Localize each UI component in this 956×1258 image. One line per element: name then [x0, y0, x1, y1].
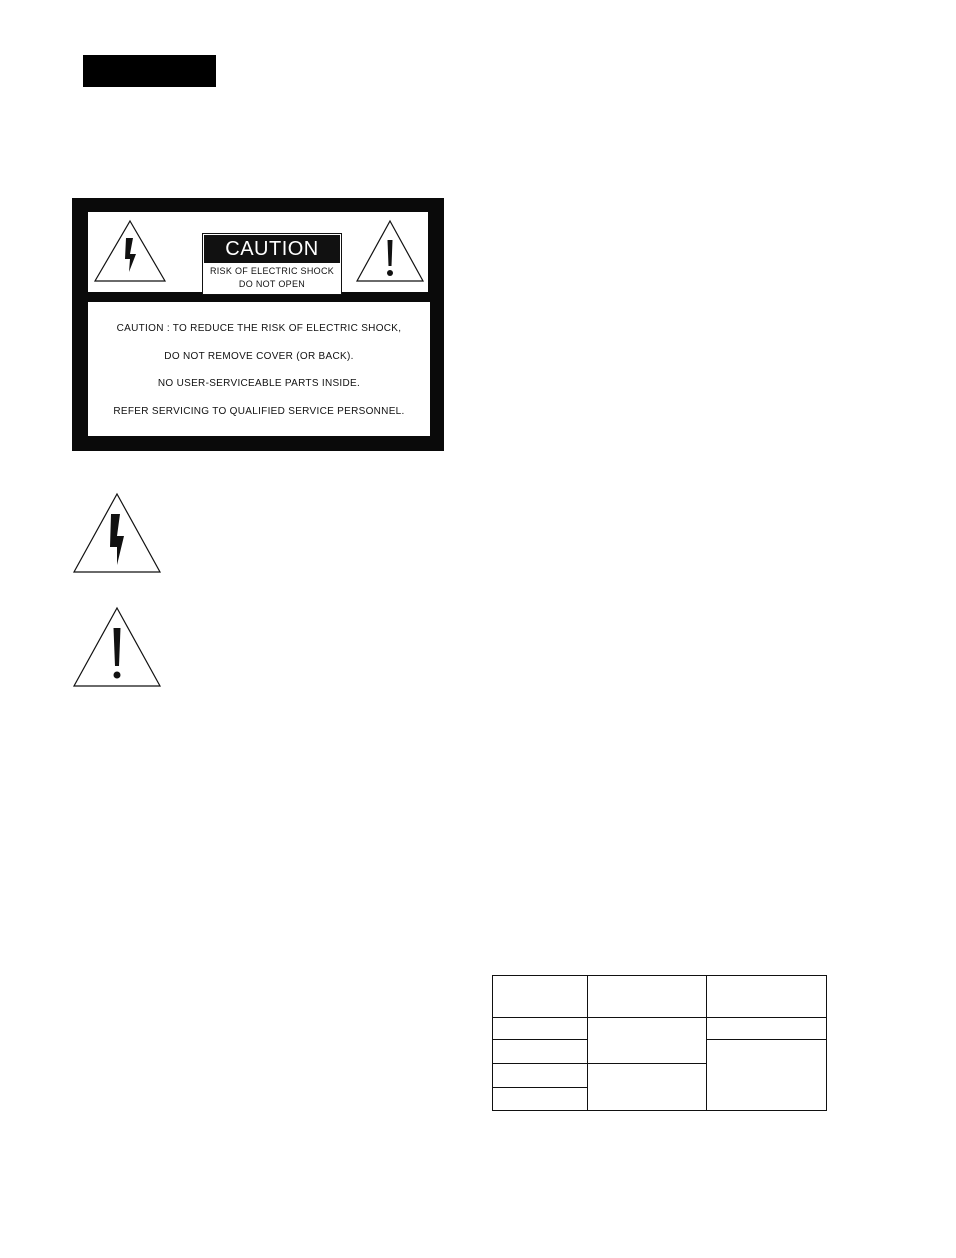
warning-line-1: CAUTION : TO REDUCE THE RISK OF ELECTRIC SHOCK,: [116, 323, 402, 334]
caution-sign-panel: [72, 198, 444, 451]
caution-sign-top: [88, 212, 428, 292]
exclamation-triangle-icon: [354, 218, 426, 284]
lightning-triangle-icon: [72, 492, 162, 574]
caution-label: [202, 233, 342, 295]
table-grid: [492, 975, 827, 1111]
section-header-bar: [83, 55, 216, 87]
warning-line-4: REFER SERVICING TO QUALIFIED SERVICE PERSONNEL.: [113, 406, 405, 417]
compatibility-table: [492, 975, 827, 1111]
lightning-triangle-icon: [92, 218, 168, 284]
caution-sign-warning: [88, 302, 430, 436]
warning-line-3: NO USER-SERVICEABLE PARTS INSIDE.: [157, 378, 361, 389]
exclamation-triangle-icon: [72, 606, 162, 688]
caution-title: CAUTION: [204, 235, 340, 263]
caution-subtitle-1: RISK OF ELECTRIC SHOCK: [209, 266, 335, 276]
warning-line-2: DO NOT REMOVE COVER (OR BACK).: [164, 351, 354, 362]
caution-subtitle-2: DO NOT OPEN: [238, 279, 306, 289]
